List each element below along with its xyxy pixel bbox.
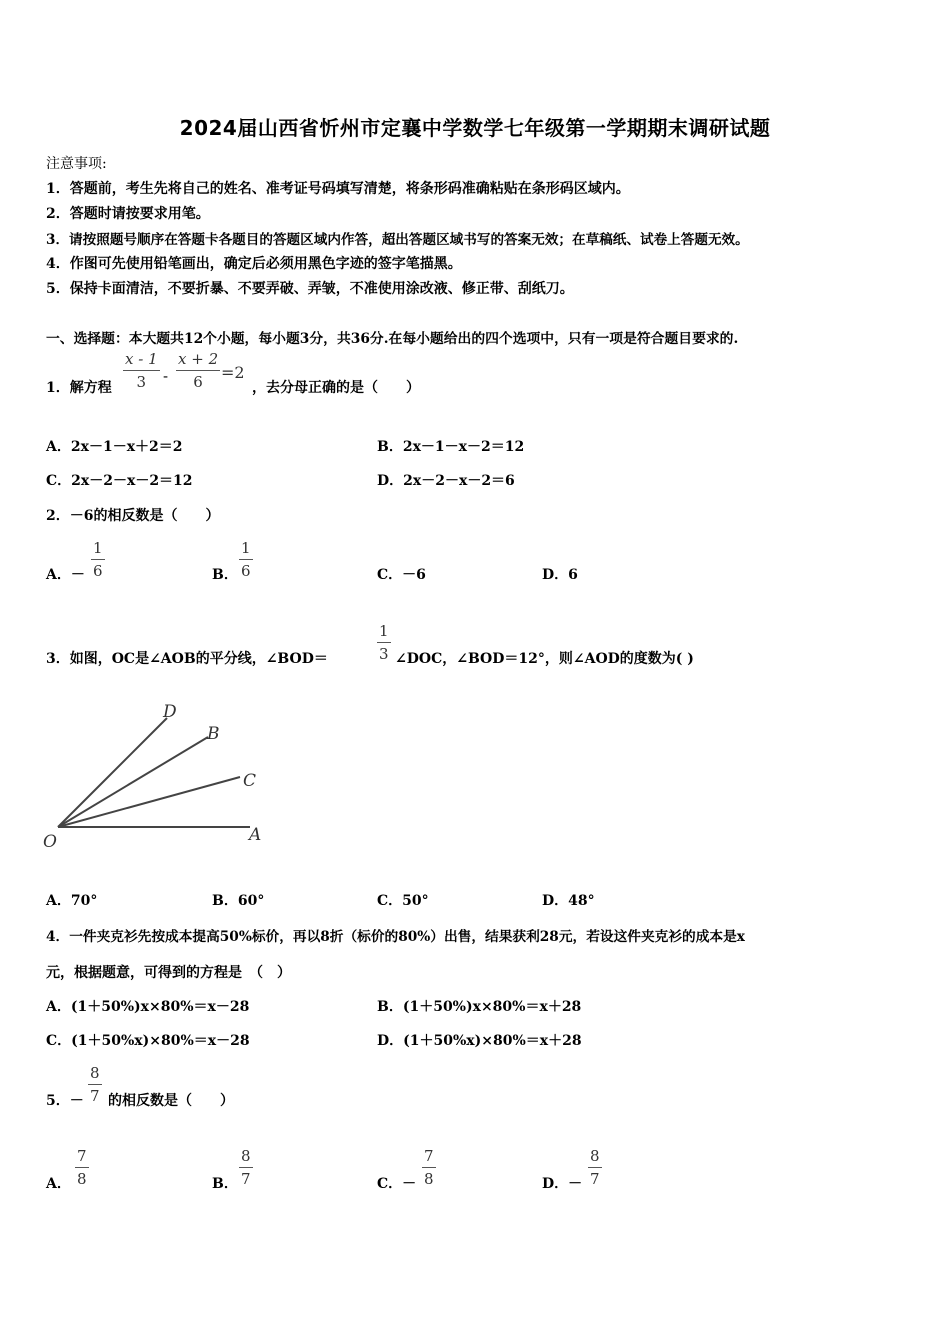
- q2-stem: 2．－6的相反数是（ ）: [46, 508, 220, 524]
- q3-option-c: C．50°: [377, 893, 429, 909]
- angle-figure: [38, 690, 278, 860]
- q4-stem-line1: 4．一件夹克衫先按成本提高50%标价，再以8折（标价的80%）出售，结果获利28元，若设这件夹克衫的成本是x: [46, 929, 745, 945]
- q1-option-b: B．2x－1－x－2＝12: [377, 439, 525, 455]
- notice-item: 4．作图可先使用铅笔画出，确定后必须用黑色字迹的签字笔描黑。: [46, 256, 462, 272]
- q1-equals: =2: [221, 363, 245, 382]
- fraction-denominator: 3: [379, 645, 389, 663]
- q2-option-b-fraction: [239, 539, 253, 580]
- label-c: C: [243, 771, 257, 791]
- q5-fraction: [88, 1064, 102, 1105]
- fraction-numerator: 8: [588, 1147, 602, 1168]
- q1-fraction-1: [123, 350, 160, 391]
- q1-prefix: 1．解方程: [46, 380, 112, 396]
- q5-option-c-fraction: [422, 1147, 436, 1188]
- notice-item: 3．请按照题号顺序在答题卡各题目的答题区域内作答，超出答题区域书写的答案无效；在草稿纸、试卷上答题无效。: [46, 232, 749, 248]
- q3-option-d: D．48°: [542, 893, 595, 909]
- fraction-numerator: 7: [422, 1147, 436, 1168]
- q5-suffix: 的相反数是（ ）: [108, 1093, 234, 1109]
- label-b: B: [207, 724, 220, 744]
- fraction-denominator: 6: [193, 373, 203, 391]
- fraction-denominator: 3: [136, 373, 147, 391]
- label-d: D: [163, 702, 177, 722]
- q5-option-b-fraction: [239, 1147, 253, 1188]
- q4-option-b: B．(1＋50%)x×80%＝x＋28: [377, 999, 582, 1015]
- q5-option-d-fraction: [588, 1147, 602, 1188]
- notice-item: 2．答题时请按要求用笔。: [46, 206, 210, 222]
- fraction-numerator: x + 2: [176, 350, 220, 371]
- q1-option-d: D．2x－2－x－2＝6: [377, 473, 515, 489]
- q1-option-a: A．2x－1－x＋2＝2: [46, 439, 183, 455]
- page-title: 2024届山西省忻州市定襄中学数学七年级第一学期期末调研试题: [179, 116, 771, 140]
- fraction-numerator: 1: [377, 622, 391, 643]
- q5-prefix: 5．－: [46, 1093, 84, 1109]
- q2-option-b-label: B．: [212, 567, 238, 583]
- fraction-denominator: 8: [77, 1170, 87, 1188]
- q3-fraction: [377, 622, 391, 663]
- q5-option-a-label: A．: [46, 1176, 71, 1192]
- fraction-numerator: 1: [239, 539, 253, 560]
- ray-oc: [58, 777, 240, 827]
- q3-option-b: B．60°: [212, 893, 265, 909]
- notice-item: 1．答题前，考生先将自己的姓名、准考证号码填写清楚，将条形码准确粘贴在条形码区域内。: [46, 181, 630, 197]
- q2-option-d: D．6: [542, 567, 578, 583]
- label-o: O: [43, 832, 57, 852]
- fraction-numerator: 8: [239, 1147, 253, 1168]
- q1-option-c: C．2x－2－x－2＝12: [46, 473, 193, 489]
- q4-option-c: C．(1＋50%x)×80%＝x－28: [46, 1033, 250, 1049]
- q5-option-b-label: B．: [212, 1176, 238, 1192]
- section-heading: 一、选择题：本大题共12个小题，每小题3分，共36分.在每小题给出的四个选项中，只有一项是符合题目要求的.: [46, 331, 739, 347]
- q3-stem-part2: ∠DOC，∠BOD＝12°，则∠AOD的度数为( ): [395, 651, 694, 667]
- q4-option-d: D．(1＋50%x)×80%＝x＋28: [377, 1033, 582, 1049]
- q4-stem-line2: 元，根据题意，可得到的方程是 （ ）: [46, 965, 291, 981]
- q5-option-c-label: C．－: [377, 1176, 417, 1192]
- q2-option-c: C．－6: [377, 567, 426, 583]
- fraction-denominator: 6: [93, 562, 103, 580]
- fraction-numerator: 8: [88, 1064, 102, 1085]
- notice-item: 5．保持卡面清洁，不要折暴、不要弄破、弄皱，不准使用涂改液、修正带、刮纸刀。: [46, 281, 574, 297]
- q5-option-d-label: D．－: [542, 1176, 583, 1192]
- q3-option-a: A．70°: [46, 893, 98, 909]
- q2-option-a-label: A．－: [46, 567, 85, 583]
- fraction-denominator: 8: [424, 1170, 434, 1188]
- q4-option-a: A．(1＋50%)x×80%＝x－28: [46, 999, 250, 1015]
- fraction-denominator: 7: [241, 1170, 251, 1188]
- q2-option-a-fraction: [91, 539, 105, 580]
- q1-fraction-2: [176, 350, 220, 391]
- q3-stem-part1: 3．如图，OC是∠AOB的平分线，∠BOD＝: [46, 651, 328, 667]
- fraction-denominator: 6: [241, 562, 251, 580]
- fraction-numerator: 7: [75, 1147, 89, 1168]
- q1-minus: -: [163, 367, 169, 385]
- ray-ob: [58, 737, 208, 827]
- q1-suffix: ，去分母正确的是（ ）: [252, 380, 420, 396]
- fraction-numerator: x - 1: [123, 350, 160, 371]
- q5-option-a-fraction: [75, 1147, 89, 1188]
- label-a: A: [249, 825, 262, 845]
- notice-heading: 注意事项:: [46, 156, 107, 172]
- fraction-denominator: 7: [90, 1087, 100, 1105]
- fraction-numerator: 1: [91, 539, 105, 560]
- fraction-denominator: 7: [590, 1170, 600, 1188]
